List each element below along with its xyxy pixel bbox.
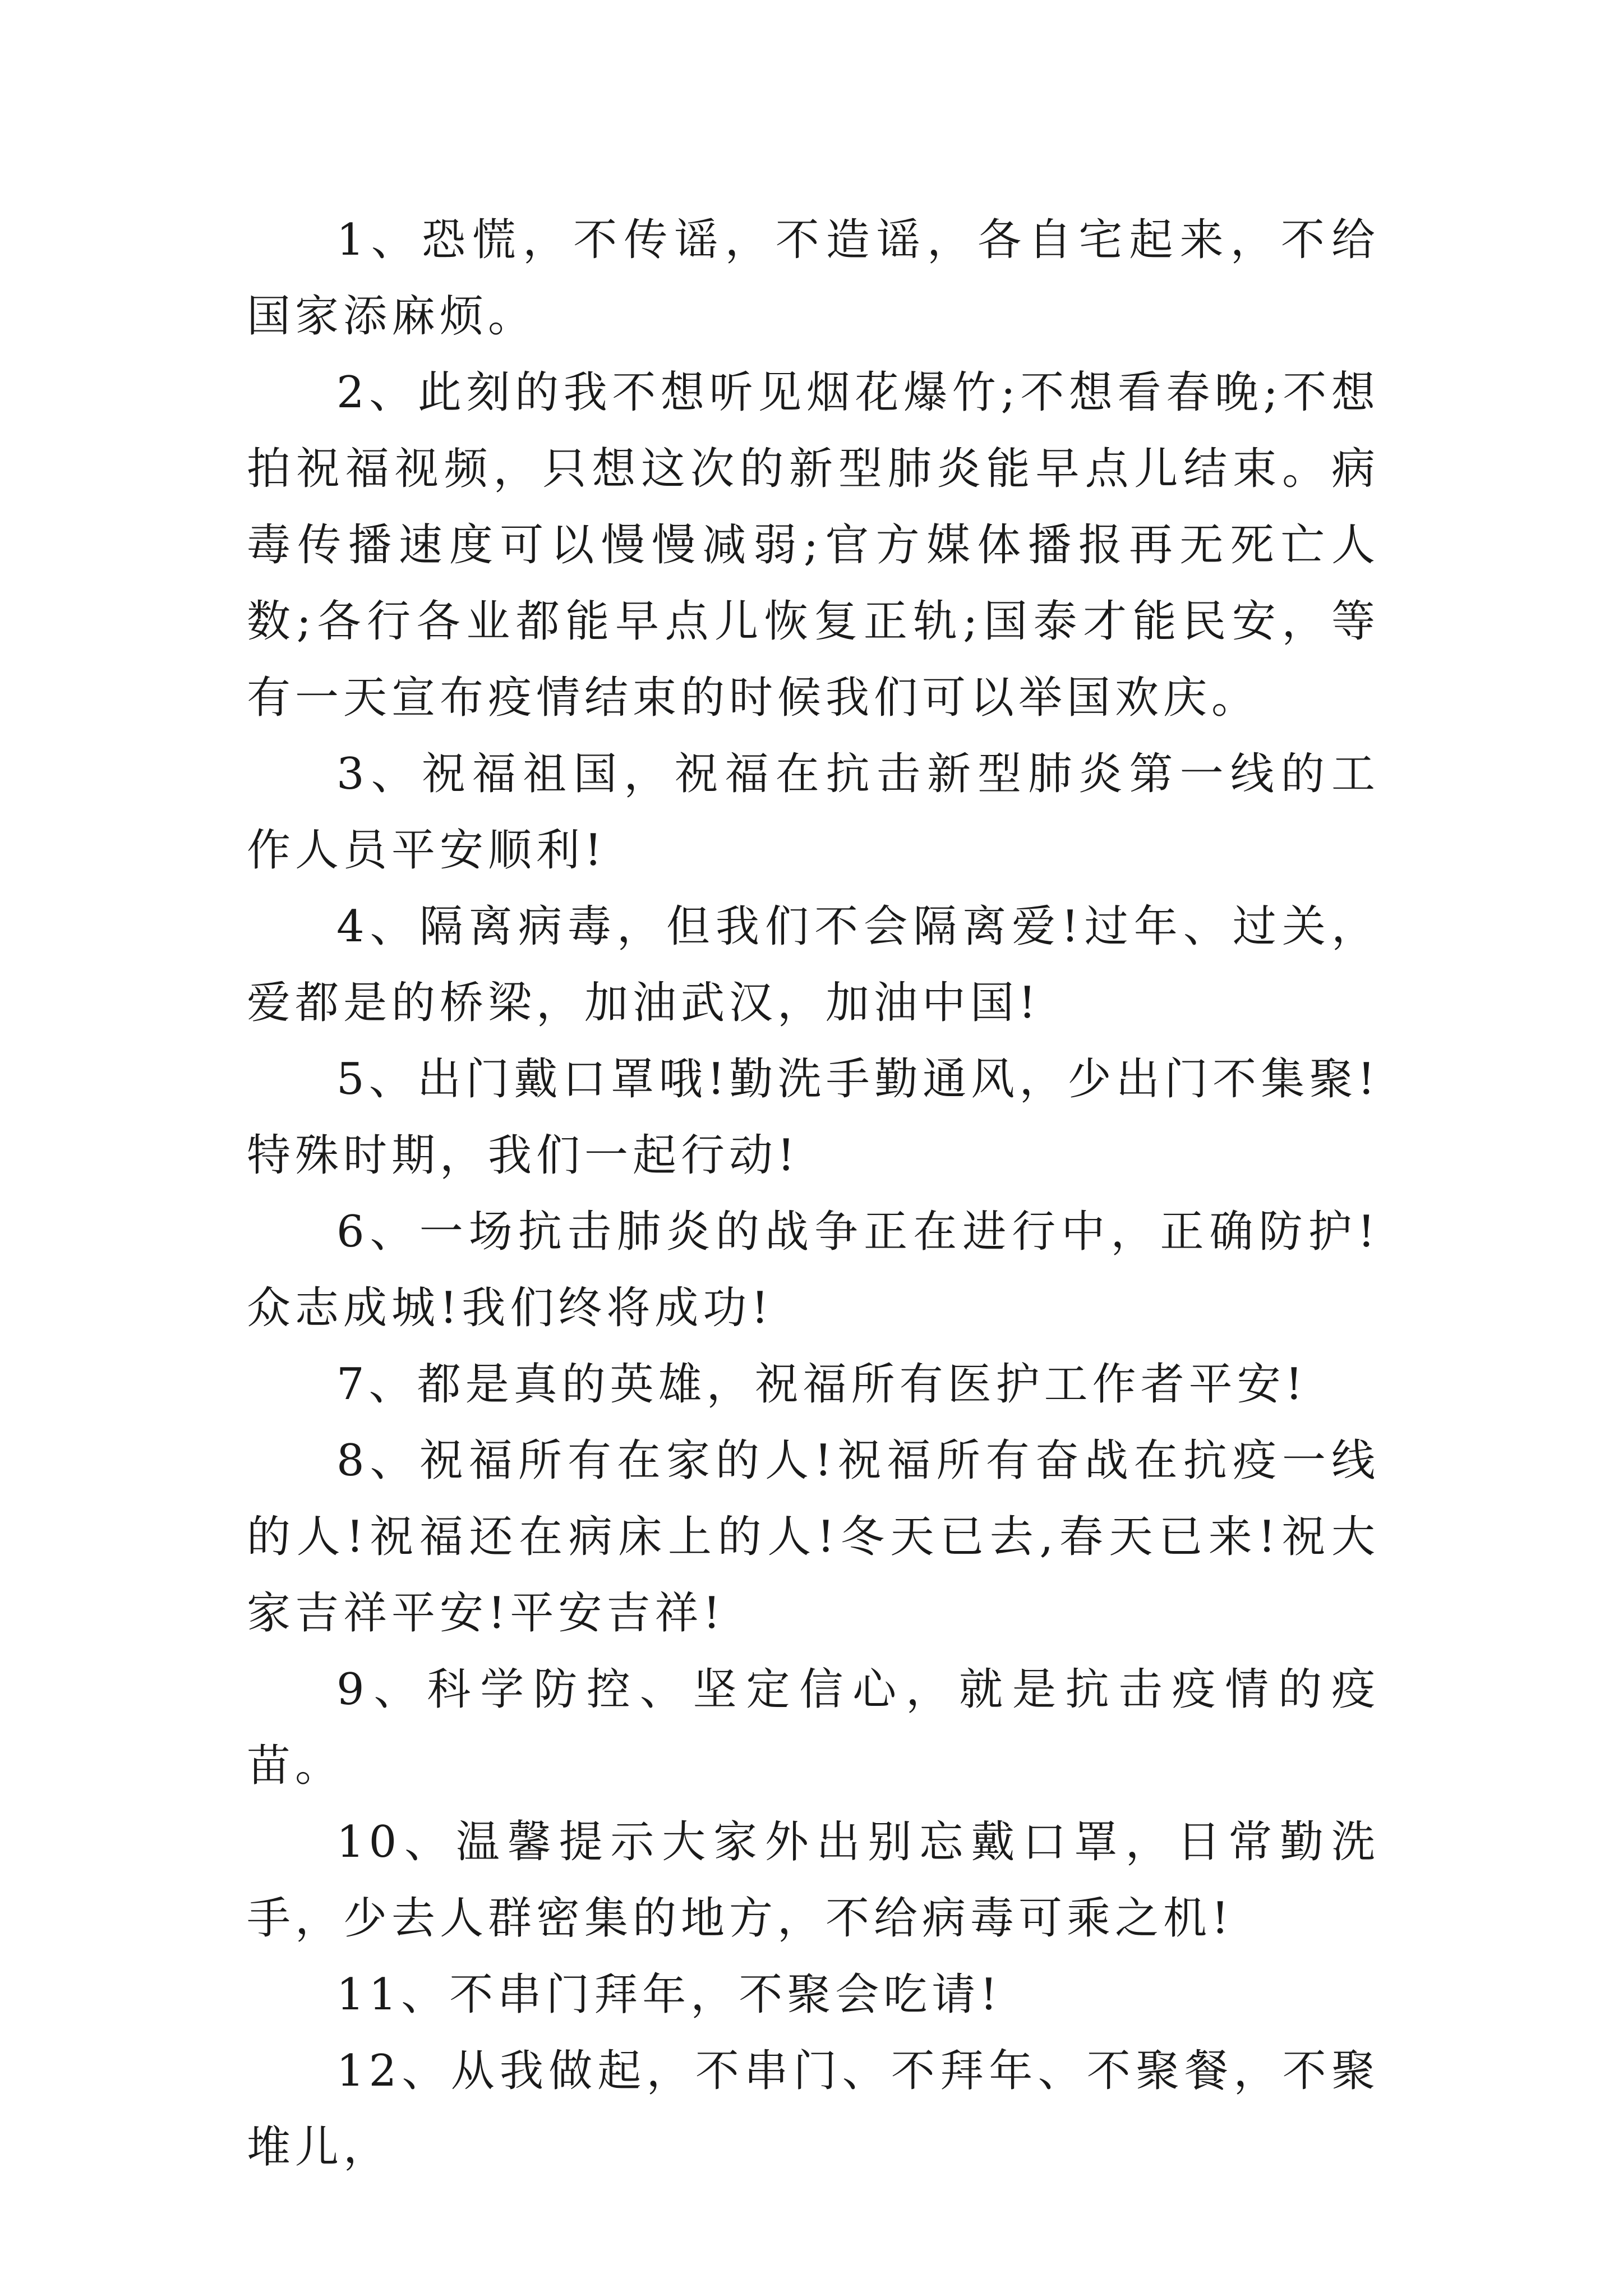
paragraph-11: 11、不串门拜年，不聚会吃请! — [336, 1970, 1002, 2020]
paragraph-1: 1、恐慌，不传谣，不造谣，各自宅起来，不给国家添麻烦。 — [247, 215, 1380, 342]
paragraph-6: 6、一场抗击肺炎的战争正在进行中，正确防护!众志成城!我们终将成功! — [247, 1207, 1380, 1333]
document-page — [247, 202, 1380, 2185]
paragraph-3: 3、祝福祖国，祝福在抗击新型肺炎第一线的工作人员平安顺利! — [247, 749, 1380, 876]
paragraph-10: 10、温馨提示大家外出别忘戴口罩，日常勤洗手，少去人群密集的地方，不给病毒可乘之机! — [247, 1817, 1380, 1944]
paragraph-2: 2、此刻的我不想听见烟花爆竹;不想看春晚;不想拍祝福视频，只想这次的新型肺炎能早点儿结束。病毒传播速度可以慢慢减弱;官方媒体播报再无死亡人数;各行各业都能早点儿恢复正轨;国泰才能民安，等有一天宣布疫情结束的时候我们可以举国欢庆。 — [247, 367, 1380, 723]
paragraph-12: 12、从我做起，不串门、不拜年、不聚餐，不聚堆儿， — [247, 2046, 1380, 2173]
paragraph-9: 9、科学防控、坚定信心，就是抗击疫情的疫苗。 — [247, 1664, 1380, 1791]
paragraph-4: 4、隔离病毒，但我们不会隔离爱!过年、过关，爱都是的桥梁，加油武汉，加油中国! — [247, 901, 1380, 1028]
paragraph-5: 5、出门戴口罩哦!勤洗手勤通风，少出门不集聚!特殊时期，我们一起行动! — [247, 1054, 1380, 1181]
paragraph-8: 8、祝福所有在家的人!祝福所有奋战在抗疫一线的人!祝福还在病床上的人!冬天已去,春天已来!祝大家吉祥平安!平安吉祥! — [247, 1435, 1380, 1639]
paragraph-7: 7、都是真的英雄，祝福所有医护工作者平安! — [336, 1359, 1307, 1410]
